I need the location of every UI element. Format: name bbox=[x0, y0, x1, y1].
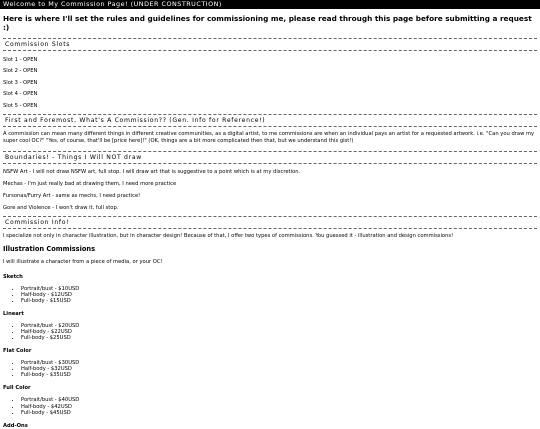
price-item: • Full-body - $15USD bbox=[21, 298, 537, 304]
price-item: • Full-body - $25USD bbox=[21, 335, 537, 341]
price-item: • Portrait/bust - $30USD bbox=[21, 360, 537, 366]
price-item: • Full-body - $35USD bbox=[21, 372, 537, 378]
price-item: • Full-body - $45USD bbox=[21, 410, 537, 416]
page-content bbox=[0, 14, 540, 429]
rule-item: Gore and Violence - I won't draw it, full stop. bbox=[3, 204, 119, 211]
slot-item: Slot 1 - OPEN bbox=[3, 57, 38, 63]
price-item: • Portrait/bust - $10USD bbox=[21, 286, 537, 292]
section-header-boundaries: Boundaries! - Things I Will NOT draw bbox=[3, 151, 537, 164]
slot-list bbox=[3, 53, 537, 112]
page-title-bar: Welcome to My Commission Page! (UNDER CONSTRUCTION) bbox=[0, 0, 540, 9]
boundary-rules bbox=[3, 166, 537, 214]
price-list-lineart bbox=[3, 323, 537, 341]
section-header-info: First and Foremost, What's A Commission?? (Gen. Info for Reference!) bbox=[3, 114, 537, 127]
info-paragraph: A commission can mean many different things in different creative communities, as a digital artist, to me commissions are when an individual pays an artist for a requested artwork. i.e. "Can you draw my super cool OC?" "Yes, of course, that'll be [price here]!" (OK, things are a bit more complicated then that, but we understand this gist!) bbox=[3, 130, 535, 145]
price-list-flat-color bbox=[3, 360, 537, 378]
price-item: • Portrait/bust - $40USD bbox=[21, 397, 537, 403]
addons-heading: Add-Ons bbox=[3, 422, 28, 429]
price-item: • Half-body - $22USD bbox=[21, 329, 537, 335]
illustration-heading: Illustration Commissions bbox=[3, 245, 96, 254]
slot-item: Slot 2 - OPEN bbox=[3, 68, 38, 75]
price-item: • Half-body - $42USD bbox=[21, 404, 537, 410]
slot-item: Slot 5 - OPEN bbox=[3, 102, 38, 109]
rule-item: Mechas - I'm just really bad at drawing them, I need more practice bbox=[3, 180, 177, 187]
rule-item: Fursonas/Furry Art - same as mechs, I need practice! bbox=[3, 192, 141, 199]
section-header-commission-info: Commission Info! bbox=[3, 216, 537, 229]
price-item: • Half-body - $12USD bbox=[21, 292, 537, 298]
price-list-sketch bbox=[3, 286, 537, 304]
page-heading: Here is where I'll set the rules and guidelines for commissioning me, please read through this page before submitting a request :) bbox=[3, 14, 532, 32]
tier-heading-sketch: Sketch bbox=[3, 273, 23, 280]
slot-item: Slot 3 - OPEN bbox=[3, 79, 38, 86]
tier-heading-full-color: Full Color bbox=[3, 385, 31, 392]
price-item: • Portrait/bust - $20USD bbox=[21, 323, 537, 329]
illustration-text: I will illustrate a character from a piece of media, or your OC! bbox=[3, 259, 163, 266]
tier-heading-flat-color: Flat Color bbox=[3, 348, 32, 355]
price-item: • Half-body - $32USD bbox=[21, 366, 537, 372]
rule-item: NSFW Art - I will not draw NSFW art, full stop. I will draw art that is suggestive to a point which is at my discretion. bbox=[3, 168, 301, 175]
section-header-slots: Commission Slots bbox=[3, 38, 537, 51]
slot-item: Slot 4 - OPEN bbox=[3, 91, 38, 98]
commission-intro: I specialize not only in character illustration, but in character design! Because of that, I offer two types of commissions. You guessed it - illustration and design commissions! bbox=[3, 232, 454, 239]
tier-heading-lineart: Lineart bbox=[3, 310, 24, 317]
price-list-full-color bbox=[3, 397, 537, 415]
